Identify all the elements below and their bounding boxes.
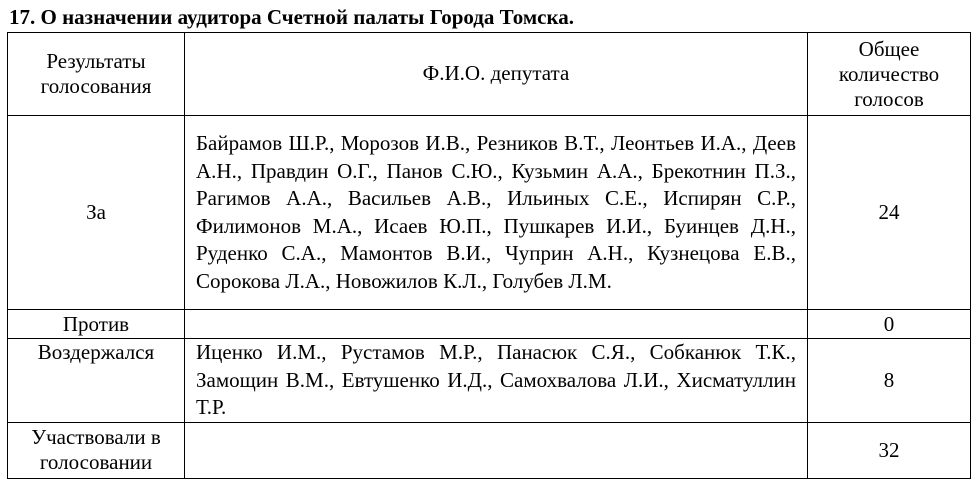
header-total: [808, 33, 971, 116]
table-row-abstain: [8, 339, 971, 423]
table-row-against: [8, 310, 971, 339]
table-row-participated: [8, 422, 971, 478]
result-label: За: [86, 200, 106, 224]
result-cell: [8, 339, 185, 423]
result-label: Участвовали в голосовании: [31, 425, 161, 474]
header-deputies: [185, 33, 808, 116]
header-results-label: Результаты голосования: [40, 49, 152, 98]
header-deputies-label: Ф.И.О. депутата: [422, 61, 570, 86]
count-cell: [808, 422, 971, 478]
count-cell: [808, 339, 971, 423]
result-cell: [8, 310, 185, 339]
deputies-cell: [185, 422, 808, 478]
result-label: Воздержался: [37, 340, 155, 364]
deputies-list: Иценко И.М., Рустамов М.Р., Панасюк С.Я., Собканюк Т.К., Замощин В.М., Евтушенко И.Д., Самохвалова Л.И., Хисматуллин Т.Р.: [196, 340, 796, 419]
count-cell: [808, 116, 971, 310]
header-total-label: Общее количество голосов: [838, 36, 940, 111]
result-cell: [8, 422, 185, 478]
result-cell: [8, 116, 185, 310]
vote-count: 32: [878, 437, 900, 462]
header-results: [8, 33, 185, 116]
vote-count: 0: [883, 311, 895, 336]
result-label: Против: [62, 311, 130, 336]
deputies-cell: [185, 310, 808, 339]
table-row-for: [8, 116, 971, 310]
deputies-cell: [185, 116, 808, 310]
vote-count: 24: [878, 200, 900, 224]
deputies-list: Байрамов Ш.Р., Морозов И.В., Резников В.Т., Леонтьев И.А., Деев А.Н., Правдин О.Г., Панов С.Ю., Кузьмин А.А., Брекотнин П.З., Рагимов А.А., Васильев А.В., Ильиных С.Е., Испирян С.Р., Филимонов М.А., Исаев Ю.П., Пушкарев И.И., Буинцев Д.Н., Руденко С.А., Мамонтов В.И., Чуприн А.Н., Кузнецова Е.В., Сорокова Л.А., Новожилов К.Л., Голубев Л.М.: [196, 131, 796, 293]
count-cell: [808, 310, 971, 339]
table-header-row: [8, 33, 971, 116]
deputies-cell: [185, 339, 808, 423]
voting-results-table: [7, 32, 971, 479]
vote-count: 8: [883, 367, 895, 392]
document-title: 17. О назначении аудитора Счетной палаты Города Томска.: [9, 5, 574, 29]
